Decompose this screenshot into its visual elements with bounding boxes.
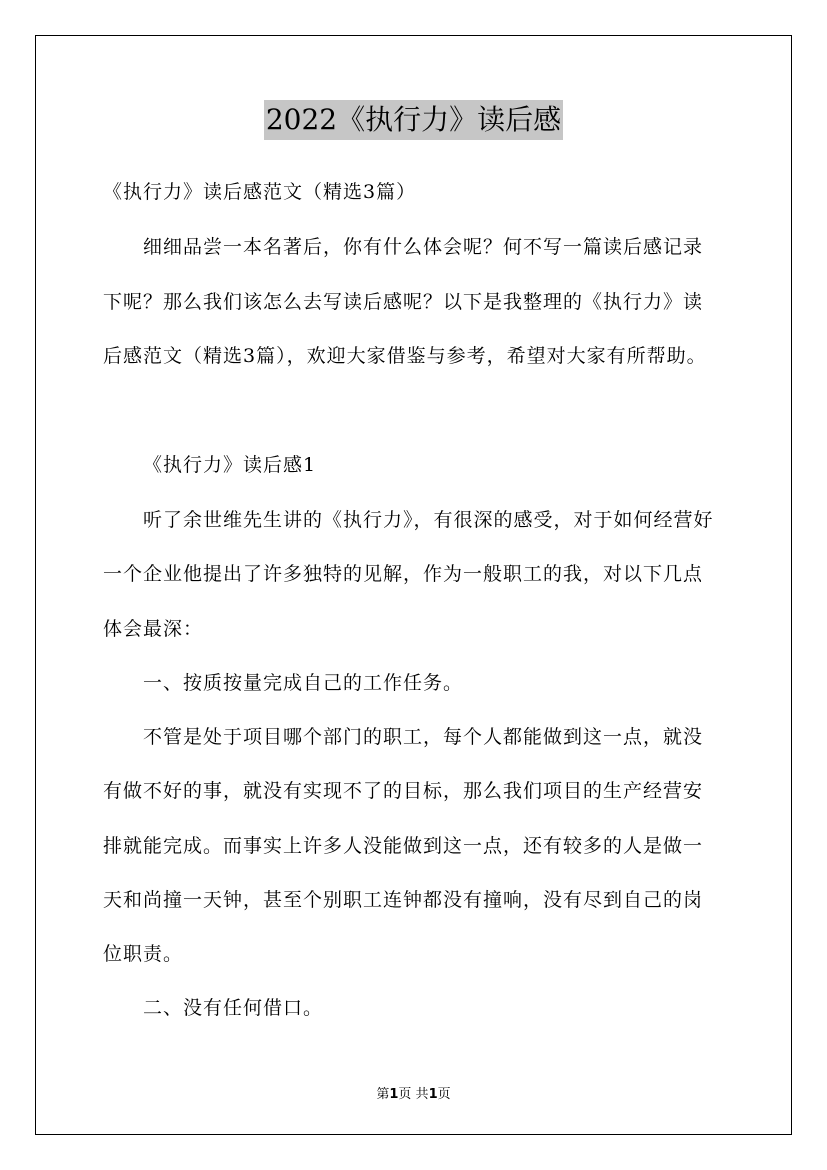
para1-line-1: 听了余世维先生讲的《执行力》，有很深的感受，对于如何经营好 [143, 509, 714, 531]
footer-page-total: 1 [428, 1087, 438, 1102]
para2-line-5: 位职责。 [103, 943, 184, 965]
document-title: 2022《执行力》读后感 [264, 100, 563, 140]
point-1: 一、按质按量完成自己的工作任务。 [143, 672, 464, 694]
page-footer [0, 1083, 827, 1102]
footer-page-number: 1 [389, 1087, 399, 1102]
intro-line-1: 细细品尝一本名著后，你有什么体会呢？何不写一篇读后感记录 [143, 236, 704, 258]
footer-mid: 页 共 [398, 1087, 429, 1102]
para2-line-2: 有做不好的事，就没有实现不了的目标，那么我们项目的生产经营安 [103, 780, 704, 802]
intro-line-3: 后感范文（精选3篇），欢迎大家借鉴与参考，希望对大家有所帮助。 [103, 345, 707, 367]
footer-prefix: 第 [376, 1087, 390, 1102]
para2-line-1: 不管是处于项目哪个部门的职工，每个人都能做到这一点，就没 [143, 726, 704, 748]
title-container [0, 100, 827, 140]
intro-line-2: 下呢？那么我们该怎么去写读后感呢？以下是我整理的《执行力》读 [103, 291, 704, 313]
point-2: 二、没有任何借口。 [143, 997, 324, 1019]
para1-line-2: 一个企业他提出了许多独特的见解，作为一般职工的我，对以下几点 [103, 563, 704, 585]
section-heading: 《执行力》读后感1 [143, 454, 317, 476]
para2-line-3: 排就能完成。而事实上许多人没能做到这一点，还有较多的人是做一 [103, 835, 704, 857]
footer-suffix: 页 [437, 1087, 451, 1102]
para2-line-4: 天和尚撞一天钟，甚至个别职工连钟都没有撞响，没有尽到自己的岗 [103, 889, 704, 911]
para1-line-3: 体会最深： [103, 618, 204, 640]
subtitle: 《执行力》读后感范文（精选3篇） [103, 181, 417, 203]
